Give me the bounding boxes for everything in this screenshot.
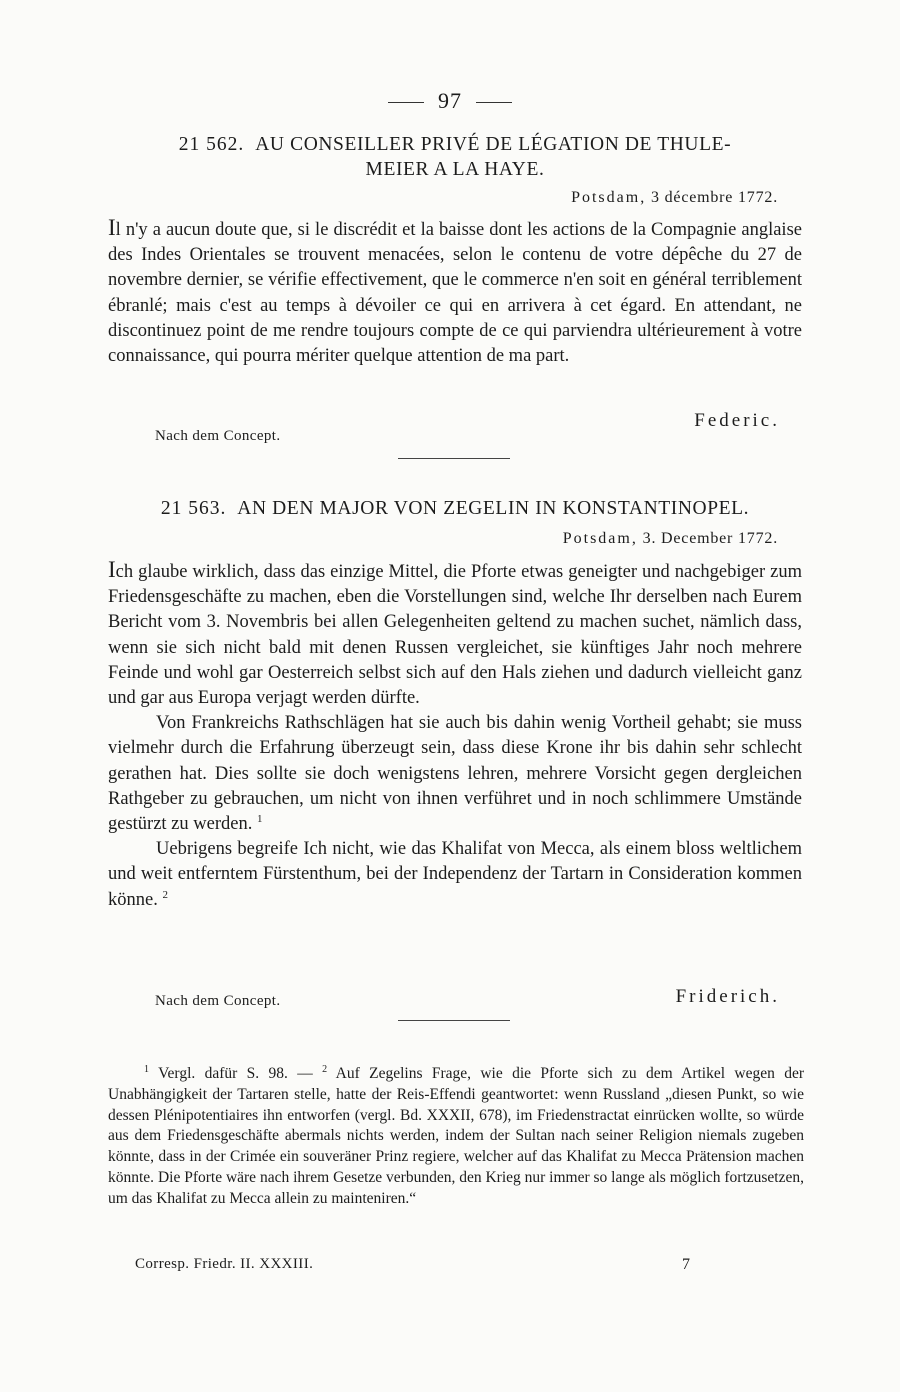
letter-number: 21 563. — [160, 498, 227, 519]
letter-body — [108, 215, 802, 369]
letter-body — [108, 557, 802, 913]
footnote-mark: 2 — [322, 1063, 328, 1075]
section-divider — [398, 1020, 510, 1021]
letter-signature: Friderich. — [675, 986, 780, 1007]
letter-title-line1: AU CONSEILLER PRIVÉ DE LÉGATION DE THULE- — [255, 134, 732, 155]
letter-paragraph-text: Von Frankreichs Rathschlägen hat sie auch bis dahin wenig Vortheil gehabt; sie muss vielmehr durch die Erfahrung überzeugt sein, dass diese Krone ihr bis dahin sehr schlecht gerathen hat. Dies sollte sie doch wenigstens lehren, mehrere Vorsicht gegen dergleichen Rathgeber zu gebrauchen, um nicht von ihnen verführet und in noch schlimmere Umstände gestürzt zu werden. — [108, 713, 802, 835]
footnotes — [108, 1064, 804, 1210]
footnote-text: Vergl. dafür S. 98. — — [158, 1065, 313, 1082]
footer-signature-line: Corresp. Friedr. II. XXXIII. — [135, 1256, 314, 1272]
letter-signature: Federic. — [694, 410, 780, 431]
footnote-text: Auf Zegelins Frage, wie die Pforte sich zu dem Artikel wegen der Unabhängigkeit der Tartaren stelle, hatte der Reis-Effendi geantwortet: wenn Russland „diesen Punkt, so wie dessen Plénipotentiaires ihn entworfen (vergl. Bd. XXXII, 678), im Friedenstractat einrücken wollte, so würde aus dem Friedensgeschäfte abermals nichts werden, indem der Sultan nach seiner Religion niemals zugeben könnte, dass in der Crimée ein souveräner Prinz regiere, welcher auf das Khalifat zu Mecca Prätension machen könnte. Die Pforte wäre nach ihrem Gesetze verbunden, den Krieg nur immer so lange als möglich fortzusetzen, um das Khalifat zu Mecca allein zu mainteniren.“ — [108, 1065, 804, 1207]
footnote-reference: 2 — [162, 888, 168, 901]
letter-title-line2: MEIER A LA HAYE. — [365, 159, 545, 180]
page-number — [0, 88, 900, 114]
letter-dateline — [563, 530, 778, 548]
letter-dateline — [571, 189, 778, 207]
letter-number: 21 562. — [178, 134, 245, 155]
letter-heading — [110, 132, 800, 182]
letter-place: Potsdam, — [562, 530, 638, 547]
letter-date: 3. December 1772. — [642, 530, 778, 547]
letter-paragraph: Ich glaube wirklich, dass das einzige Mittel, die Pforte etwas geneigter und nachgebiger zum Friedensgeschäfte zu machen, eben die Vorstellungen sind, welche Ihr derselben nach Eurem Bericht vom 3. Novembris bei allen Gelegenheiten geltend zu machen suchet, nämlich dass, wenn sie sich nicht bald mit denen Russen vergleichet, sie künftiges Jahr noch mehrere Feinde und wohl gar Oesterreich selbst sich auf den Hals ziehen und dadurch vielleicht ganz und gar aus Europa verjagt werden dürfte. — [108, 557, 802, 709]
letter-title-line1: AN DEN MAJOR VON ZEGELIN IN KONSTANTINOPEL. — [237, 498, 750, 519]
page-number-value: 97 — [438, 88, 462, 113]
letter-source: Nach dem Concept. — [155, 993, 281, 1009]
footnote-mark: 1 — [144, 1063, 149, 1075]
page-number-dash-left — [388, 102, 424, 103]
letter-place: Potsdam, — [571, 189, 647, 206]
footnote-paragraph — [108, 1064, 804, 1210]
letter-date: 3 décembre 1772. — [651, 189, 778, 206]
page-number-dash-right — [476, 102, 512, 103]
letter-paragraph-text: Uebrigens begreife Ich nicht, wie das Khalifat von Mecca, als einem bloss weltlichem und weit entferntem Fürstenthum, bei der Independenz der Tartarn in Consideration kommen könne. — [108, 839, 802, 910]
footer-sheet-number: 7 — [682, 1256, 690, 1273]
letter-source: Nach dem Concept. — [155, 428, 281, 444]
letter-paragraph: Il n'y a aucun doute que, si le discrédit et la baisse dont les actions de la Compagnie anglaise des Indes Orientales se trouvent menacées, selon le contenu de votre dépêche du 27 de novembre dernier, se vérifie effectivement, que le commerce n'en soit en général terriblement ébranlé; mais c'est au temps à dévoiler ce qui en arrivera à cet égard. En attendant, ne discontinuez point de me rendre toujours compte de ce qui parviendra ultérieurement à votre connaissance, qui pourra mériter quelque attention de ma part. — [108, 215, 802, 367]
letter-heading — [110, 496, 800, 521]
letter-paragraph — [108, 837, 802, 913]
footnote-reference: 1 — [256, 812, 263, 825]
section-divider — [398, 458, 510, 459]
letter-paragraph — [108, 711, 802, 837]
